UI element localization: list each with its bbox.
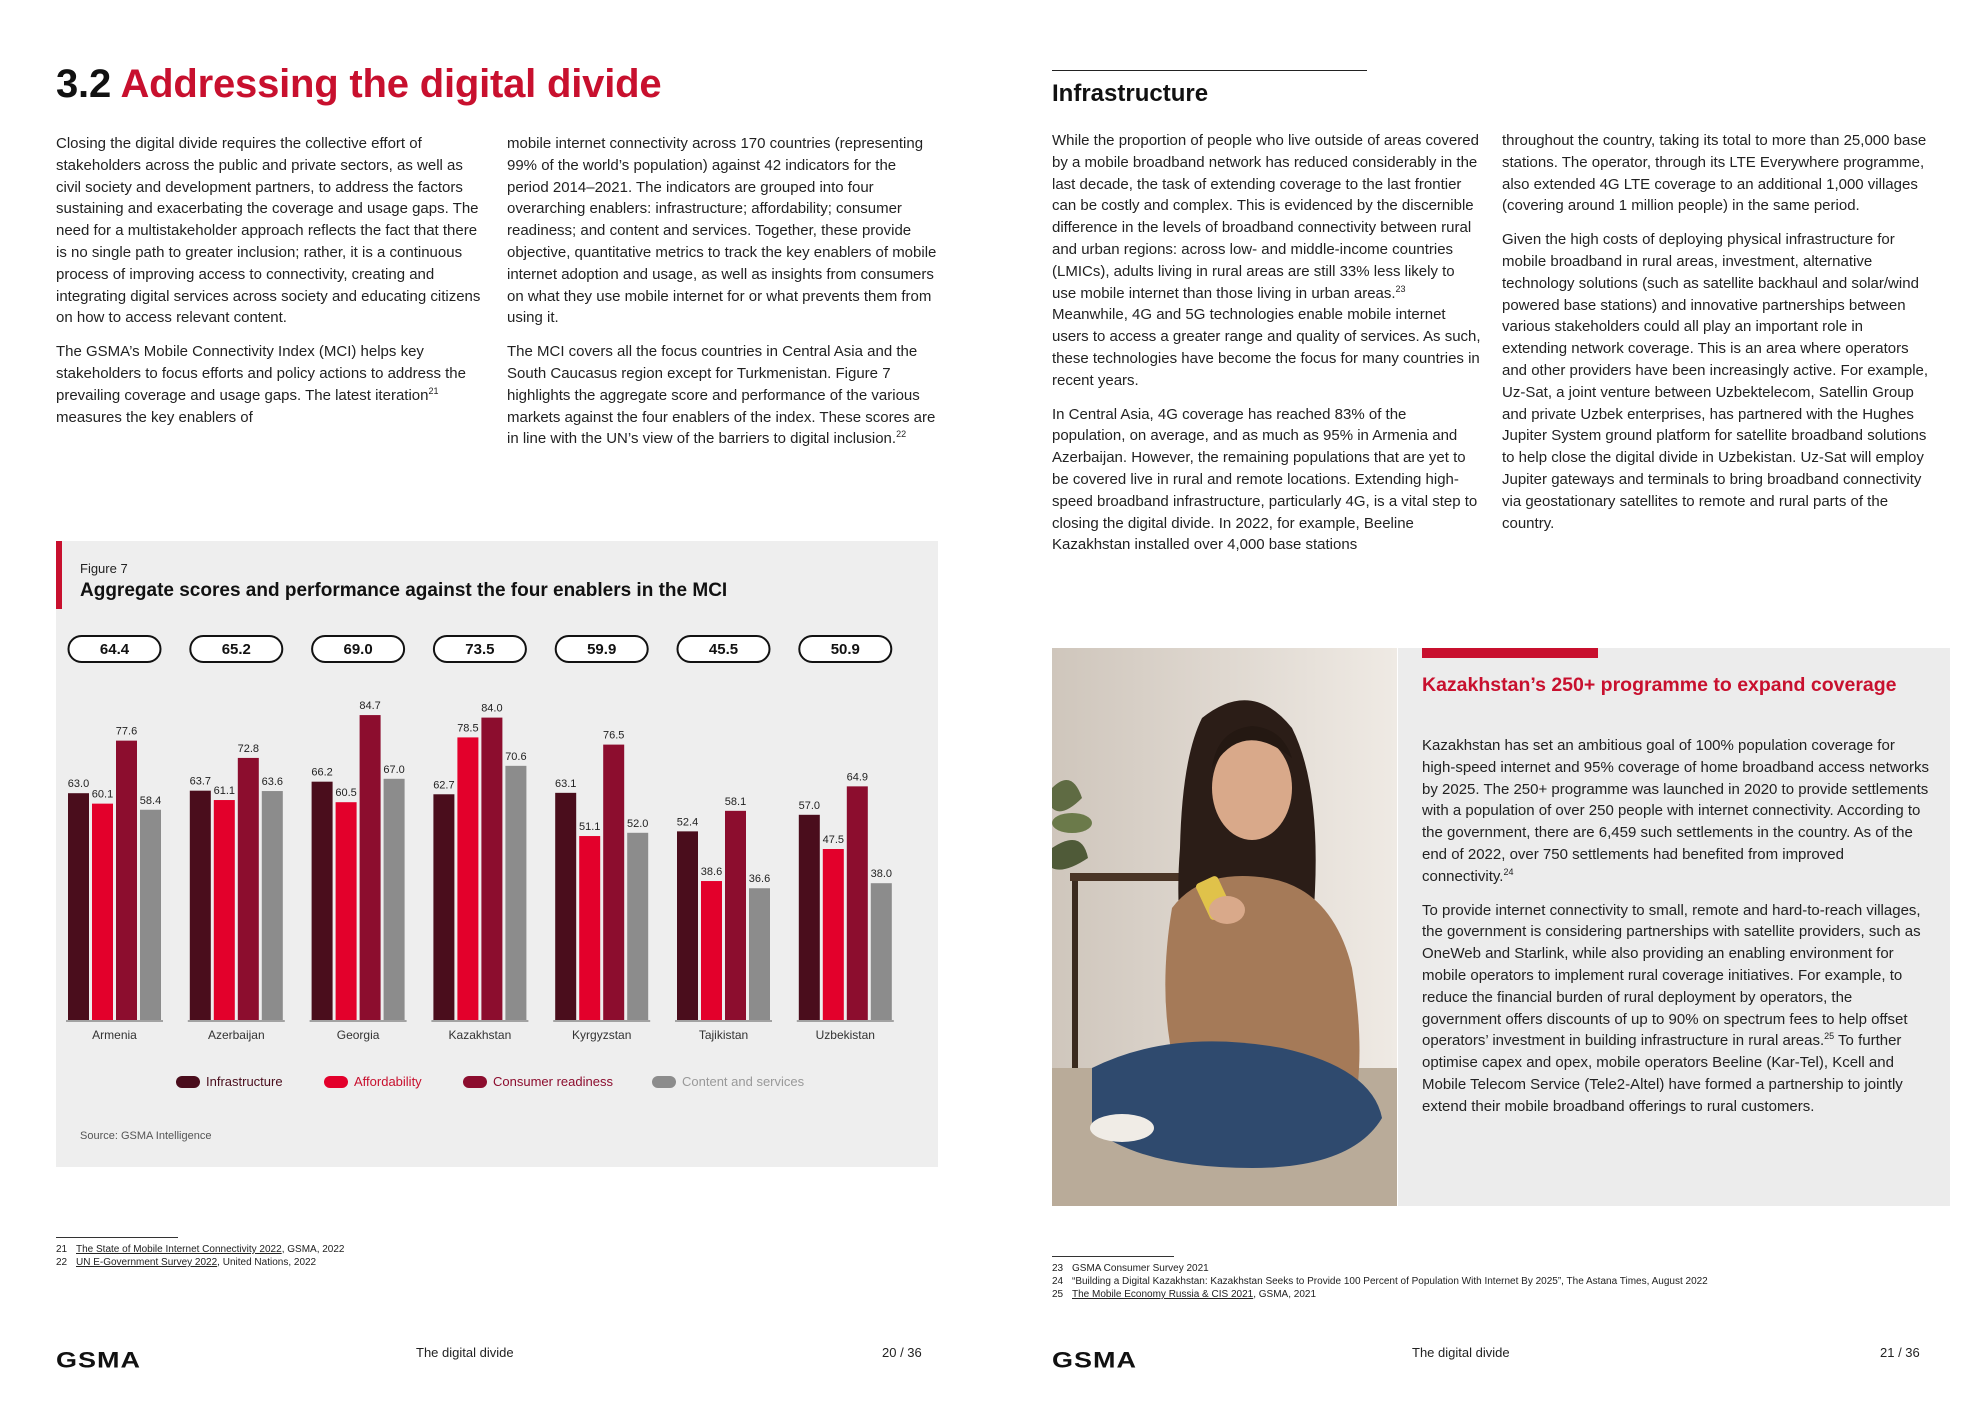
bar-content-and-services: [627, 833, 648, 1020]
bar-consumer-readiness: [238, 758, 259, 1020]
aggregate-score: 50.9: [830, 641, 860, 658]
footer-section-name: The digital divide: [416, 1345, 514, 1360]
data-label: 64.9: [846, 771, 869, 784]
aggregate-score: 65.2: [221, 641, 251, 658]
data-label: 51.1: [578, 821, 601, 834]
page-number: 20 / 36: [882, 1345, 922, 1360]
aggregate-score: 59.9: [587, 641, 617, 658]
footnote-text: , GSMA, 2021: [1253, 1289, 1317, 1300]
left-column-2: [507, 133, 937, 462]
bar-affordability: [457, 737, 478, 1020]
aggregate-score: 73.5: [465, 641, 495, 658]
aggregate-score: 45.5: [708, 641, 739, 658]
footnote-ref[interactable]: 24: [1503, 866, 1514, 877]
footnote-divider: [1052, 1256, 1174, 1257]
paragraph: throughout the country, taking its total to more than 25,000 base stations. The operator, through its LTE Everywhere programme, also extended 4G LTE coverage to an additional 1,000 villages (covering around 1 million people) in the same period.: [1502, 132, 1927, 215]
figure-title: Aggregate scores and performance against the four enablers in the MCI: [80, 580, 728, 601]
data-label: 60.1: [91, 788, 114, 801]
data-label: 60.5: [335, 787, 357, 800]
footer-section-name: The digital divide: [1412, 1345, 1510, 1360]
bar-consumer-readiness: [847, 786, 868, 1020]
category-label: Azerbaijan: [207, 1028, 265, 1042]
footnote-link[interactable]: The State of Mobile Internet Connectivity 2022: [76, 1244, 282, 1255]
legend-label: Infrastructure: [206, 1074, 283, 1089]
data-label: 67.0: [383, 763, 405, 776]
bar-affordability: [92, 804, 113, 1020]
figure-label: Figure 7: [80, 561, 128, 576]
category-label: Kyrgyzstan: [572, 1028, 632, 1042]
data-label: 72.8: [237, 742, 260, 755]
legend-swatch: [324, 1076, 348, 1088]
legend-swatch: [652, 1076, 676, 1088]
data-label: 38.0: [870, 868, 893, 881]
bar-consumer-readiness: [603, 745, 624, 1020]
data-label: 61.1: [213, 785, 236, 798]
data-label: 78.5: [457, 722, 479, 735]
bar-affordability: [214, 800, 235, 1020]
footnote-number: 25: [1052, 1289, 1064, 1300]
data-label: 52.4: [676, 816, 699, 829]
footnote-text: GSMA Consumer Survey 2021: [1072, 1263, 1209, 1274]
paragraph: mobile internet connectivity across 170 countries (representing 99% of the world’s population) against 42 indicators for the period 2014–2021. The indicators are grouped into four overarching enablers: infrastructure; affordability; consumer readiness; and content and services. Together, these provide objective, quantitative metrics to track the key enablers of mobile internet adoption and usage, as well as insights from consumers on what they use mobile internet for or what prevents them from using it.: [507, 135, 937, 327]
footnote-ref[interactable]: 23: [1395, 283, 1406, 294]
bar-affordability: [701, 881, 722, 1020]
data-label: 38.6: [700, 866, 723, 879]
right-column-1: [1052, 130, 1482, 568]
left-column-1: [56, 133, 486, 440]
data-label: 63.7: [189, 775, 212, 788]
data-label: 76.5: [602, 729, 625, 742]
bar-affordability: [336, 802, 357, 1020]
heading-rule: [1052, 70, 1367, 71]
bar-content-and-services: [384, 779, 405, 1020]
footnote-ref[interactable]: 25: [1824, 1031, 1835, 1042]
infrastructure-heading: Infrastructure: [1052, 80, 1209, 107]
data-label: 52.0: [626, 817, 649, 830]
data-label: 36.6: [748, 873, 771, 886]
category-label: Tajikistan: [698, 1028, 749, 1042]
bar-affordability: [823, 849, 844, 1020]
bar-content-and-services: [140, 810, 161, 1020]
data-label: 58.4: [139, 794, 162, 807]
paragraph: To provide internet connectivity to small, remote and hard-to-reach villages, the government is considering partnerships with satellite providers, such as OneWeb and Starlink, while also providing an enabling environment for mobile operators to implement rural coverage initiatives. For example, to reduce the financial burden of rural deployment by operators, the government offers discounts of up to 90% on spectrum fees to help offset operators’ investment in building infrastructure in rural areas.$^{25}$ To further optimise capex and opex, mobile operators Beeline (Kar-Tel), Kcell and Mobile Telecom Service (Tele2-Altel) have formed a partnership to jointly extend their mobile broadband offerings to rural customers.: [1422, 901, 1921, 1115]
bar-consumer-readiness: [116, 741, 137, 1020]
footnote-ref[interactable]: 21: [428, 385, 439, 396]
paragraph: The GSMA’s Mobile Connectivity Index (MCI) helps key stakeholders to focus efforts and policy actions to address the prevailing coverage and usage gaps. The latest iteration$^{21}$ measures the key enablers of: [56, 343, 466, 426]
data-label: 63.0: [67, 778, 90, 791]
case-study-accent-bar: [1422, 648, 1598, 658]
data-label: 84.0: [481, 702, 503, 715]
woman-with-phone-photo: [1052, 648, 1397, 1206]
bar-infrastructure: [677, 831, 698, 1020]
bar-content-and-services: [749, 888, 770, 1020]
footnote-text: “Building a Digital Kazakhstan: Kazakhstan Seeks to Provide 100 Percent of Population With Internet By 2025”, The Astana Times, August 2022: [1072, 1276, 1708, 1287]
paragraph: Closing the digital divide requires the collective effort of stakeholders across the public and private sectors, as well as civil society and development partners, to address the factors sustaining and exacerbating the coverage and usage gaps. The need for a multistakeholder approach reflects the fact that there is no single path to greater inclusion; rather, it is a continuous process of improving access to connectivity, creating and integrating digital services across society and educating citizens on how to access relevant content.: [56, 135, 481, 327]
category-label: Armenia: [92, 1028, 137, 1042]
data-label: 63.6: [261, 776, 284, 789]
gsma-logo: GSMA: [56, 1348, 141, 1373]
paragraph: The MCI covers all the focus countries in Central Asia and the South Caucasus region except for Turkmenistan. Figure 7 highlights the aggregate score and performance of the various markets against the four enablers of the index. These scores are in line with the UN’s view of the barriers to digital inclusion.$^{22}$: [507, 343, 936, 448]
bar-consumer-readiness: [360, 715, 381, 1020]
bar-consumer-readiness: [481, 718, 502, 1020]
aggregate-score: 64.4: [99, 641, 130, 658]
section-number: 3.2: [56, 62, 112, 106]
legend-label: Content and services: [682, 1074, 805, 1089]
legend-swatch: [463, 1076, 487, 1088]
footnote-ref[interactable]: 22: [896, 429, 907, 440]
paragraph: Given the high costs of deploying physical infrastructure for mobile broadband in rural areas, investment, alternative technology solutions (such as satellite backhaul and solar/wind powered base stations) and innovative partnerships between various stakeholders could all play an important role in extending network coverage. This is an area where operators and other providers have been increasingly active. For example, Uz-Sat, a joint venture between Uzbektelecom, Satellin Group and private Uzbek enterprises, has partnered with the Hughes Jupiter System ground platform for satellite broadband solutions to help close the digital divide in Uzbekistan. Uz-Sat will employ Jupiter gateways and terminals to bring broadband connectivity via geostationary satellites to remote and rural parts of the country.: [1502, 231, 1929, 532]
data-label: 70.6: [505, 750, 527, 763]
footnote-number: 22: [56, 1257, 68, 1268]
footnote-number: 23: [1052, 1263, 1064, 1274]
legend-swatch: [176, 1076, 200, 1088]
footnote-link[interactable]: UN E-Government Survey 2022: [76, 1257, 218, 1268]
data-label: 47.5: [822, 834, 845, 846]
gsma-logo: GSMA: [1052, 1348, 1137, 1373]
figure-source: Source: GSMA Intelligence: [80, 1130, 212, 1142]
paragraph: In Central Asia, 4G coverage has reached 83% of the population, on average, and as much as 95% in Armenia and Azerbaijan. However, the remaining populations that are yet to be covered live in rural and remote locations. Extending high-speed broadband infrastructure, particularly 4G, is a vital step to closing the digital divide. In 2022, for example, Beeline Kazakhstan installed over 4,000 base stations: [1052, 405, 1478, 554]
data-label: 84.7: [359, 700, 381, 713]
paragraph: While the proportion of people who live outside of areas covered by a mobile broadband network has reduced considerably in the last decade, the task of extending coverage to the last frontier can be costly and complex. This is evidenced by the discernible difference in the levels of broadband connectivity between rural and urban regions: across low- and middle-income countries (LMICs), adults living in rural areas are still 33% less likely to use mobile internet than those living in urban areas.$^{23}$ Meanwhile, 4G and 5G technologies enable mobile internet users to access a greater range and quality of services. As such, these technologies have become the focus for many countries in recent years.: [1052, 132, 1481, 389]
section-title: Addressing the digital divide: [120, 62, 662, 106]
legend-label: Consumer readiness: [493, 1074, 613, 1089]
footnote-text: , GSMA, 2022: [281, 1244, 345, 1255]
data-label: 57.0: [798, 799, 821, 812]
bar-consumer-readiness: [725, 811, 746, 1020]
footnote-number: 24: [1052, 1276, 1064, 1287]
footnote: [1052, 1275, 1932, 1288]
figure-accent-bar: [56, 541, 62, 609]
category-label: Uzbekistan: [815, 1028, 875, 1042]
footnote: [56, 1243, 856, 1256]
data-label: 58.1: [724, 795, 747, 808]
bar-content-and-services: [505, 766, 526, 1020]
footnote: [1052, 1288, 1932, 1301]
bar-infrastructure: [433, 794, 454, 1020]
paragraph: Kazakhstan has set an ambitious goal of 100% population coverage for high-speed internet and 95% coverage of home broadband access networks by 2025. The 250+ programme was launched in 2020 to provide settlements with a population of over 250 people with internet connectivity. According to the government, there are 6,459 such settlements in the country. As of the end of 2022, over 750 settlements had benefited from improved connectivity.$^{24}$: [1422, 737, 1929, 885]
footnote-number: 21: [56, 1244, 68, 1255]
footnote-divider: [56, 1237, 178, 1238]
data-label: 66.2: [311, 766, 333, 779]
data-label: 77.6: [115, 725, 138, 738]
section-heading: [56, 62, 661, 107]
category-label: Kazakhstan: [448, 1028, 512, 1042]
category-label: Georgia: [336, 1028, 380, 1042]
bar-infrastructure: [799, 815, 820, 1020]
footnotes-left: [56, 1243, 856, 1269]
data-label: 62.7: [433, 779, 455, 792]
footnote-text: , United Nations, 2022: [217, 1257, 317, 1268]
aggregate-score: 69.0: [343, 641, 373, 658]
case-study-title: Kazakhstan’s 250+ programme to expand coverage: [1422, 674, 1897, 696]
case-study-body: [1422, 735, 1930, 1130]
data-label: 63.1: [554, 777, 577, 790]
bar-infrastructure: [555, 793, 576, 1020]
right-column-2: [1502, 130, 1932, 546]
bar-content-and-services: [262, 791, 283, 1020]
bar-infrastructure: [190, 791, 211, 1020]
footnotes-right: [1052, 1262, 1932, 1301]
footnote: [56, 1256, 856, 1269]
footnote-link[interactable]: The Mobile Economy Russia & CIS 2021: [1072, 1289, 1254, 1300]
mci-bar-chart: [56, 620, 938, 1120]
bar-content-and-services: [871, 883, 892, 1020]
bar-infrastructure: [312, 782, 333, 1020]
page-number: 21 / 36: [1880, 1345, 1920, 1360]
legend-label: Affordability: [354, 1074, 422, 1089]
bar-affordability: [579, 836, 600, 1020]
footnote: [1052, 1262, 1932, 1275]
bar-infrastructure: [68, 793, 89, 1020]
